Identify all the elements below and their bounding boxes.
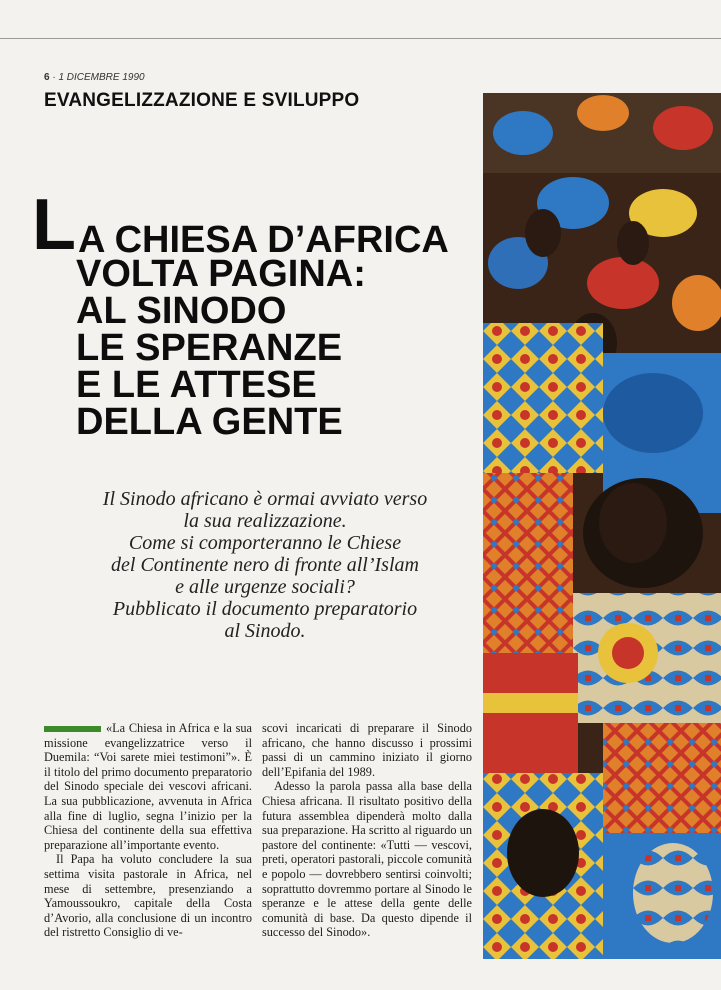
- subhead-line: Il Sinodo africano è ormai avviato verso: [102, 488, 428, 510]
- headline-line-1: A CHIESA D’AFRICA: [77, 219, 449, 261]
- headline: [32, 180, 502, 441]
- subhead-line: al Sinodo.: [224, 620, 306, 642]
- headline-line-6: DELLA GENTE: [76, 401, 343, 443]
- page-folio: [44, 72, 145, 83]
- top-rule: [0, 38, 721, 39]
- issue-date: · 1 DICEMBRE 1990: [52, 72, 145, 83]
- crowd-photo-art: [483, 93, 721, 959]
- subhead-line: Pubblicato il documento preparatorio: [112, 598, 418, 620]
- subhead: [60, 488, 470, 642]
- subhead-line: la sua realizzazione.: [183, 510, 347, 532]
- article-paragraph: Adesso la parola passa alla base della Chiesa africana. Il risultato positivo della futura assemblea dipenderà molto dalla sua preparazione. Ha scritto al riguardo un pastore del continente: «Tutti — vescovi, preti, operatori pastorali, piccole comunità e popolo — dovrebbero sentirsi coinvolti; soprattutto dovremmo portare al Sinodo le speranze e le attese della gente delle comunità di base. Da questo dipende il successo del Sinodo».: [262, 779, 472, 940]
- subhead-line: e alle urgenze sociali?: [175, 576, 355, 598]
- headline-line-4: LE SPERANZE: [76, 327, 343, 369]
- article-column-1: [44, 721, 252, 940]
- headline-line-3: AL SINODO: [76, 290, 287, 332]
- headline-line-2: VOLTA PAGINA:: [76, 253, 366, 295]
- crowd-photo: [483, 93, 721, 959]
- article-paragraph: «La Chiesa in Africa e la sua missione evangelizzatrice verso il Duemila: “Voi sarete miei testimoni”». È il titolo del primo documento preparatorio del Sinodo speciale dei vescovi africani. La sua pubblicazione, avvenuta in Africa alla fine di luglio, segna l’inizio per la Chiesa del continente della sua effettiva preparazione all’importante evento.: [44, 721, 252, 852]
- headline-drop-cap: L: [32, 185, 74, 265]
- article-paragraph: Il Papa ha voluto concludere la sua settima visita pastorale in Africa, nel mese di settembre, presenziando a Yamoussoukro, capitale della Costa d’Avorio, alla conclusione di un incontro del ristretto Consiglio di ve-: [44, 852, 252, 940]
- page-number: 6: [44, 72, 50, 83]
- article-column-2: [262, 721, 472, 940]
- subhead-line: Come si comporteranno le Chiese: [128, 532, 402, 554]
- section-title: EVANGELIZZAZIONE E SVILUPPO: [44, 90, 360, 111]
- article-paragraph: scovi incaricati di preparare il Sinodo africano, che hanno discusso i prossimi passi di un cammino iniziato il giorno dell’Epifania del 1989.: [262, 721, 472, 779]
- headline-line-5: E LE ATTESE: [76, 364, 317, 406]
- subhead-line: del Continente nero di fronte all’Islam: [111, 554, 419, 576]
